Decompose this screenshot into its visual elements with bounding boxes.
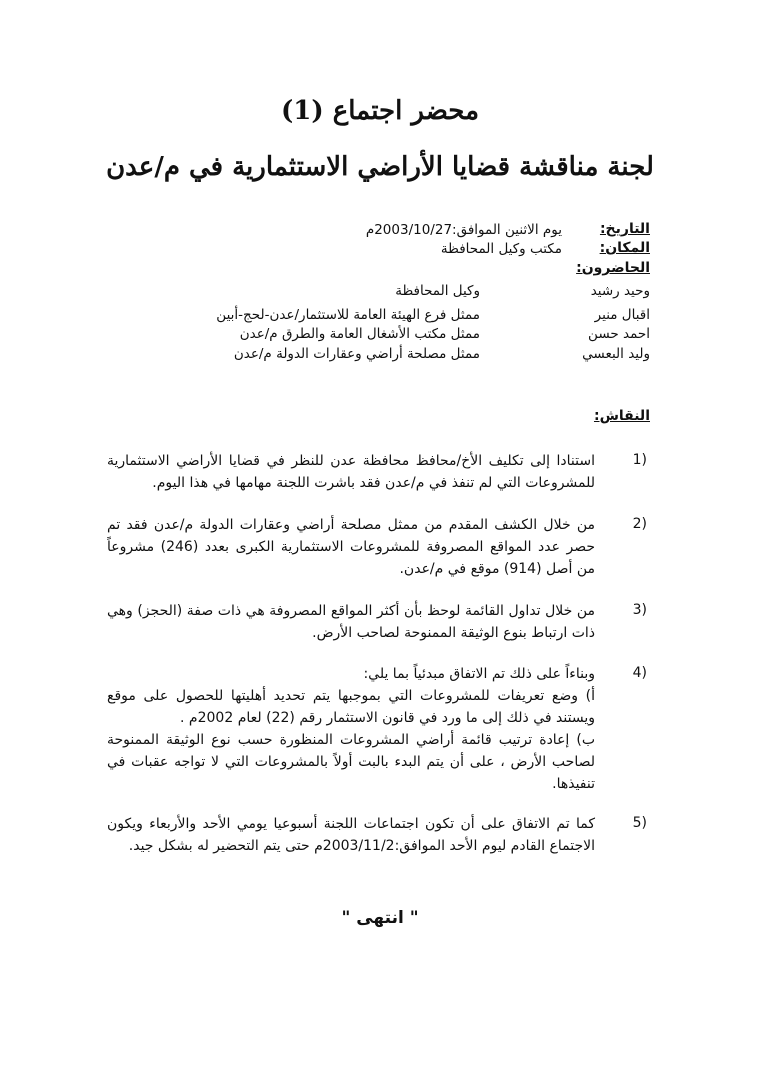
item-text: كما تم الاتفاق على أن تكون اجتماعات اللجنة أسبوعيا يومي الأحد والأربعاء ويكون الاجتماع القادم ليوم الأحد الموافق:2003/11/2م حتى يتم التحضير له بشكل جيد. xyxy=(107,816,595,854)
document-title: محضر اجتماع (1) xyxy=(280,96,480,126)
place-label: المكان: xyxy=(599,240,650,256)
attendee-name: وحيد رشيد xyxy=(590,283,650,299)
attendee-role: ممثل مكتب الأشغال العامة والطرق م/عدن xyxy=(239,326,480,342)
attendee-role: ممثل فرع الهيئة العامة للاستثمار/عدن-لحج-أبين xyxy=(216,307,480,323)
end-marker: " انتهى " xyxy=(341,908,419,928)
item-number: 4) xyxy=(632,665,647,681)
item-number: 2) xyxy=(632,516,647,532)
attendee-role: ممثل مصلحة أراضي وعقارات الدولة م/عدن xyxy=(233,346,480,362)
attendee-role: وكيل المحافظة xyxy=(395,283,480,299)
item-text: من خلال الكشف المقدم من ممثل مصلحة أراضي وعقارات الدولة م/عدن فقد تم حصر عدد المواقع المصروفة للمشروعات الاستثمارية الكبرى بعدد (246) مشروعاً من أصل (914) موقع في م/عدن. xyxy=(107,517,595,577)
document-subtitle: لجنة مناقشة قضايا الأراضي الاستثمارية في م/عدن xyxy=(106,152,654,182)
item-sub-a: أ) وضع تعريفات للمشروعات التي بموجبها يتم تحديد أهليتها للحصول على موقع ويستند في ذلك إلى ما ورد في قانون الاستثمار رقم (22) لعام 2002م . xyxy=(107,688,595,726)
attendee-name: اقبال منير xyxy=(594,307,650,323)
item-lead: وبناءاً على ذلك تم الاتفاق مبدئياً بما يلي: xyxy=(363,666,595,682)
date-label: التاريخ: xyxy=(599,221,650,237)
item-number: 5) xyxy=(632,815,647,831)
item-text: استنادا إلى تكليف الأخ/محافظ محافظة عدن للنظر في قضايا الأراضي الاستثمارية للمشروعات التي لم تنفذ في م/عدن فقد باشرت اللجنة مهامها في هذا اليوم. xyxy=(107,453,595,491)
attendees-label: الحاضرون: xyxy=(576,260,650,276)
attendee-name: وليد البعسي xyxy=(582,346,650,362)
item-number: 1) xyxy=(632,452,647,468)
place-value: مكتب وكيل المحافظة xyxy=(440,241,562,257)
item-number: 3) xyxy=(632,602,647,618)
attendee-name: احمد حسن xyxy=(588,326,650,342)
item-sub-b: ب) إعادة ترتيب قائمة أراضي المشروعات المنظورة حسب نوع الوثيقة الممنوحة لصاحب الأرض ، على أن يتم البدء بالبت أولاً بالمشروعات التي لا تواجه عقبات في تنفيذها. xyxy=(107,732,595,792)
discussion-label: النقاش: xyxy=(593,408,650,424)
item-text: من خلال تداول القائمة لوحظ بأن أكثر المواقع المصروفة هي ذات صفة (الحجز) وهي ذات ارتباط بنوع الوثيقة الممنوحة لصاحب الأرض. xyxy=(107,603,595,641)
date-value: يوم الاثنين الموافق:2003/10/27م xyxy=(365,222,562,238)
item-text xyxy=(107,663,595,795)
